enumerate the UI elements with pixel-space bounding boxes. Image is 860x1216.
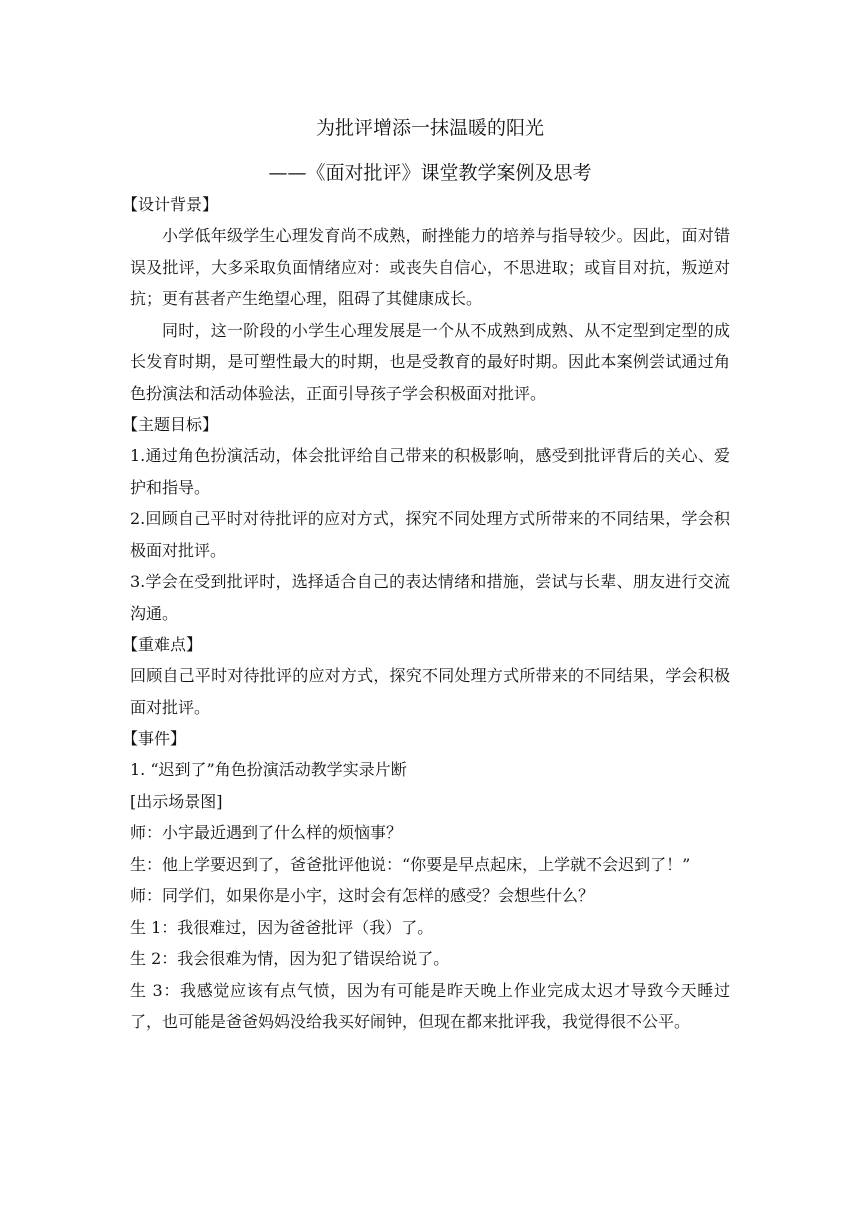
dialogue-line: 师：同学们，如果你是小宇，这时会有怎样的感受？会想些什么？ xyxy=(130,886,595,905)
goal-item: 1.通过角色扮演活动，体会批评给自己带来的积极影响，感受到批评背后的关心、爱护和指导。 xyxy=(130,446,730,497)
key-points-text: 回顾自己平时对待批评的应对方式，探究不同处理方式所带来的不同结果，学会积极面对批评。 xyxy=(130,666,730,717)
background-paragraph: 同时，这一阶段的小学生心理发展是一个从不成熟到成熟、从不定型到定型的成长发育时期，是可塑性最大的时期，也是受教育的最好时期。因此本案例尝试通过角色扮演法和活动体验法，正面引导孩子学会积极面对批评。 xyxy=(130,320,730,403)
dialogue-line: 师：小宇最近遇到了什么样的烦恼事？ xyxy=(130,823,403,842)
background-paragraph: 小学低年级学生心理发育尚不成熟，耐挫能力的培养与指导较少。因此，面对错误及批评，大多采取负面情绪应对：或丧失自信心，不思进取；或盲目对抗，叛逆对抗；更有甚者产生绝望心理，阻碍了其健康成长。 xyxy=(130,226,730,308)
document-body xyxy=(122,112,730,1038)
goal-item: 3.学会在受到批评时，选择适合自己的表达情绪和措施，尝试与长辈、朋友进行交流沟通。 xyxy=(130,572,730,623)
section-heading-goals: 【主题目标】 xyxy=(122,415,219,434)
dialogue-line: 生：他上学要迟到了，爸爸批评他说：“你要是早点起床，上学就不会迟到了！” xyxy=(130,854,691,874)
section-heading-background: 【设计背景】 xyxy=(122,195,219,214)
document-subtitle: ——《面对批评》课堂教学案例及思考 xyxy=(268,162,592,184)
dialogue-line: 生 3：我感觉应该有点气愤，因为有可能是昨天晚上作业完成太迟才导致今天睡过了，也可能是爸爸妈妈没给我买好闹钟，但现在都来批评我，我觉得很不公平。 xyxy=(130,980,730,1031)
dialogue-line: 生 2：我会很难为情，因为犯了错误给说了。 xyxy=(130,949,450,968)
document-title: 为批评增添一抹温暖的阳光 xyxy=(315,117,544,139)
dialogue-line: 生 1：我很难过，因为爸爸批评（我）了。 xyxy=(130,917,434,937)
scene-note: [出示场景图] xyxy=(130,791,223,811)
section-heading-key-points: 【重难点】 xyxy=(122,635,203,654)
event-item-title: 1. “迟到了”角色扮演活动教学实录片断 xyxy=(130,760,407,779)
section-heading-events: 【事件】 xyxy=(122,729,187,748)
goal-item: 2.回顾自己平时对待批评的应对方式，探究不同处理方式所带来的不同结果，学会积极面对批评。 xyxy=(130,509,730,560)
